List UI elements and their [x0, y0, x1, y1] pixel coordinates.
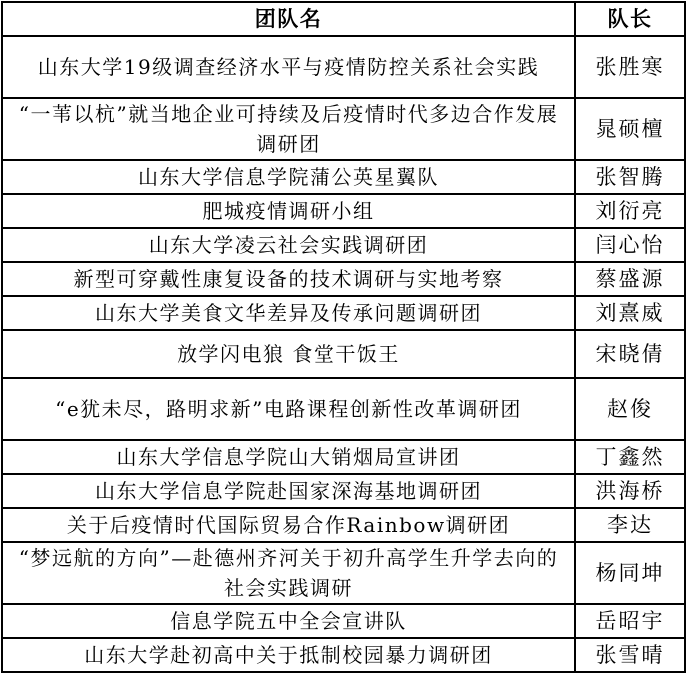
team-leader-cell: 张智腾 — [575, 160, 685, 194]
document-page — [0, 1, 687, 699]
table-row — [2, 638, 685, 672]
team-name-cell: 山东大学赴初高中关于抵制校园暴力调研团 — [2, 638, 575, 672]
team-leader-cell: 张胜寒 — [575, 36, 685, 98]
team-name-cell: 山东大学信息学院山大销烟局宣讲团 — [2, 440, 575, 474]
team-name-cell: “梦远航的方向”—赴德州齐河关于初升高学生升学去向的社会实践调研 — [2, 542, 575, 604]
team-leader-cell: 赵俊 — [575, 378, 685, 440]
team-name-cell: “e犹未尽，路明求新”电路课程创新性改革调研团 — [2, 378, 575, 440]
team-name-cell: 信息学院五中全会宣讲队 — [2, 604, 575, 638]
table-row — [2, 330, 685, 378]
team-name-cell: 关于后疫情时代国际贸易合作Rainbow调研团 — [2, 508, 575, 542]
team-leader-cell: 丁鑫然 — [575, 440, 685, 474]
team-name-cell: 肥城疫情调研小组 — [2, 194, 575, 228]
table-row — [2, 440, 685, 474]
table-header-row — [2, 2, 685, 36]
table-row — [2, 474, 685, 508]
team-table — [1, 1, 686, 673]
team-leader-cell: 晁硕檀 — [575, 98, 685, 160]
team-name-cell: 山东大学19级调查经济水平与疫情防控关系社会实践 — [2, 36, 575, 98]
table-row — [2, 262, 685, 296]
table-row — [2, 160, 685, 194]
team-name-cell: 山东大学信息学院赴国家深海基地调研团 — [2, 474, 575, 508]
table-row — [2, 194, 685, 228]
table-row — [2, 378, 685, 440]
team-leader-cell: 蔡盛源 — [575, 262, 685, 296]
team-name-cell: 山东大学凌云社会实践调研团 — [2, 228, 575, 262]
team-leader-cell: 洪海桥 — [575, 474, 685, 508]
table-body — [2, 36, 685, 672]
team-name-cell: 山东大学美食文华差异及传承问题调研团 — [2, 296, 575, 330]
column-header-leader: 队长 — [575, 2, 685, 36]
team-leader-cell: 杨同坤 — [575, 542, 685, 604]
team-name-cell: 山东大学信息学院蒲公英星翼队 — [2, 160, 575, 194]
team-leader-cell: 闫心怡 — [575, 228, 685, 262]
team-name-cell: 新型可穿戴性康复设备的技术调研与实地考察 — [2, 262, 575, 296]
team-name-cell: “一苇以杭”就当地企业可持续及后疫情时代多边合作发展调研团 — [2, 98, 575, 160]
column-header-team-name: 团队名 — [2, 2, 575, 36]
table-row — [2, 98, 685, 160]
table-row — [2, 542, 685, 604]
table-row — [2, 36, 685, 98]
team-leader-cell: 刘衍亮 — [575, 194, 685, 228]
team-leader-cell: 宋晓倩 — [575, 330, 685, 378]
team-leader-cell: 张雪晴 — [575, 638, 685, 672]
team-leader-cell: 李达 — [575, 508, 685, 542]
team-leader-cell: 刘熹威 — [575, 296, 685, 330]
table-row — [2, 296, 685, 330]
table-row — [2, 508, 685, 542]
team-leader-cell: 岳昭宇 — [575, 604, 685, 638]
table-row — [2, 604, 685, 638]
team-name-cell: 放学闪电狼 食堂干饭王 — [2, 330, 575, 378]
table-row — [2, 228, 685, 262]
